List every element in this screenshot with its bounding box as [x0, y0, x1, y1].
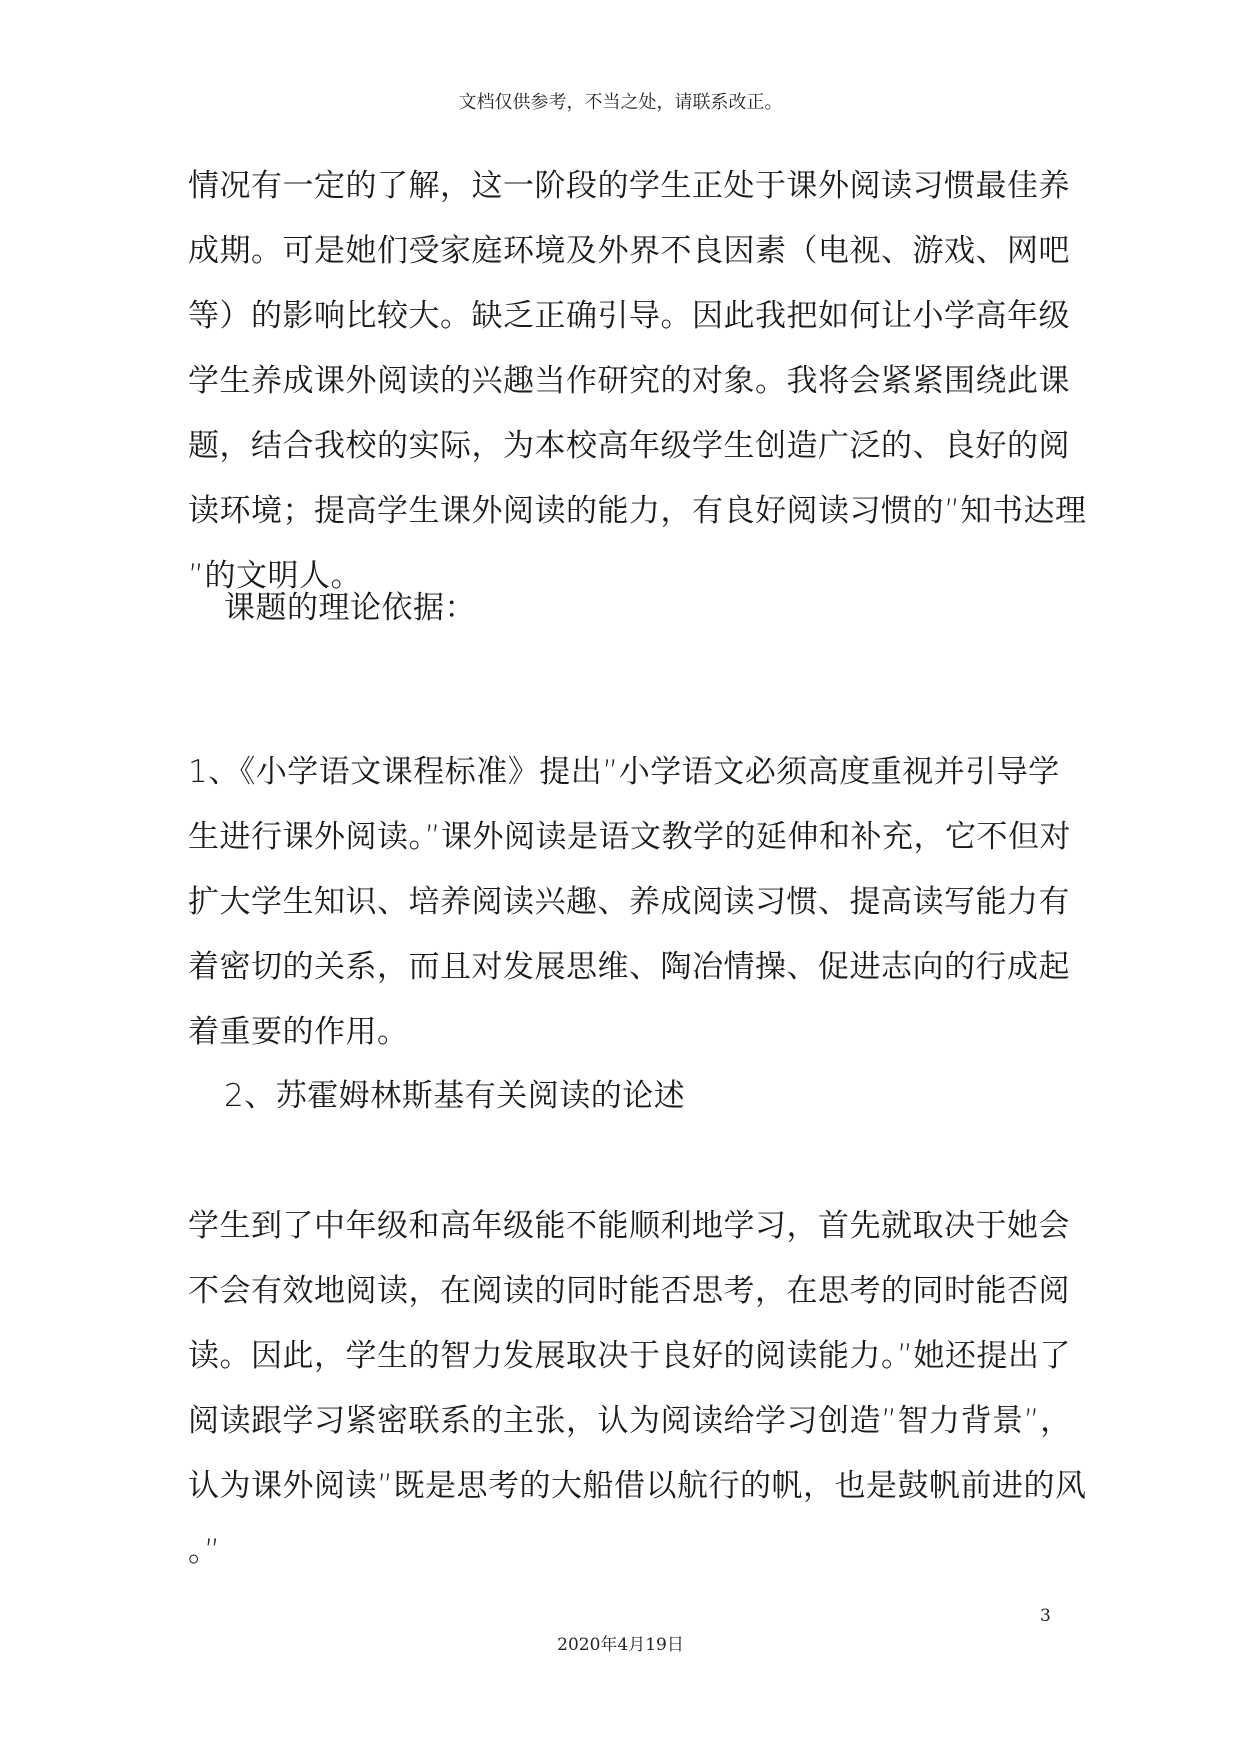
- paragraph-2: [188, 740, 1072, 1065]
- paragraph-line: ”的文明人。: [188, 558, 363, 594]
- paragraph-line: 认为课外阅读”既是思考的大船借以航行的帆，也是鼓帆前进的风: [188, 1468, 1087, 1504]
- paragraph-line: 情况有一定的了解，这一阶段的学生正处于课外阅读习惯最佳养: [188, 168, 1070, 204]
- paragraph-line: 学生到了中年级和高年级能不能顺利地学习，首先就取决于她会: [188, 1208, 1070, 1244]
- paragraph-line: 学生养成课外阅读的兴趣当作研究的对象。我将会紧紧围绕此课: [188, 363, 1070, 399]
- paragraph-line: 着密切的关系，而且对发展思维、陶冶情操、促进志向的行成起: [188, 949, 1070, 985]
- page-footer-date: 2020年4月19日: [557, 1635, 684, 1655]
- section-heading-sukhomlinsky: [188, 1064, 1068, 1129]
- paragraph-line: 题，结合我校的实际，为本校高年级学生创造广泛的、良好的阅: [188, 428, 1070, 464]
- paragraph-line: 1、《小学语文课程标准》提出”小学语文必须高度重视并引导学: [188, 754, 1060, 790]
- paragraph-line: 等）的影响比较大。缺乏正确引导。因此我把如何让小学高年级: [188, 298, 1070, 334]
- paragraph-line: 阅读跟学习紧密联系的主张，认为阅读给学习创造”智力背景”，: [188, 1403, 1072, 1439]
- paragraph-line: 读环境；提高学生课外阅读的能力，有良好阅读习惯的”知书达理: [188, 493, 1087, 529]
- paragraph-line: 生进行课外阅读。”课外阅读是语文教学的延伸和补充，它不但对: [188, 819, 1072, 855]
- paragraph-3: [188, 1194, 1087, 1584]
- paragraph-line: 着重要的作用。: [188, 1014, 409, 1050]
- paragraph-1: [188, 154, 1087, 609]
- section-heading-theory: [188, 576, 1068, 641]
- heading-text: 课题的理论依据：: [224, 590, 476, 626]
- page-number: 3: [1040, 1606, 1051, 1626]
- paragraph-line: 。”: [188, 1533, 221, 1569]
- paragraph-line: 成期。可是她们受家庭环境及外界不良因素（电视、游戏、网吧: [188, 233, 1070, 269]
- paragraph-line: 不会有效地阅读，在阅读的同时能否思考，在思考的同时能否阅: [188, 1273, 1070, 1309]
- paragraph-line: 扩大学生知识、培养阅读兴趣、养成阅读习惯、提高读写能力有: [188, 884, 1070, 920]
- page-header: 文档仅供参考，不当之处，请联系改正。: [458, 92, 783, 113]
- paragraph-line: 读。因此，学生的智力发展取决于良好的阅读能力。”她还提出了: [188, 1338, 1072, 1374]
- heading-text: 2、苏霍姆林斯基有关阅读的论述: [224, 1078, 686, 1114]
